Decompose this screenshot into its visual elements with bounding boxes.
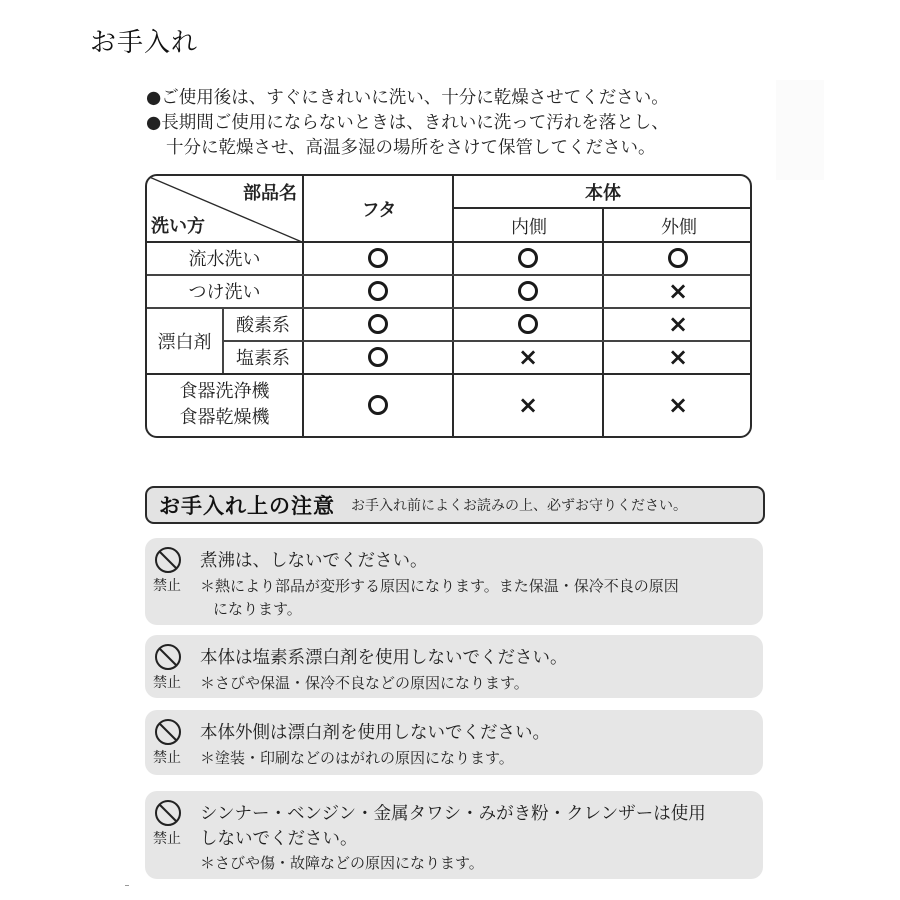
header-wash-method: 洗い方 bbox=[151, 216, 205, 237]
mark-cell bbox=[604, 275, 752, 307]
ok-mark-icon bbox=[368, 347, 388, 367]
row-label-dishwasher bbox=[147, 374, 302, 436]
dishwasher-label: 食器洗浄機 bbox=[179, 381, 270, 402]
ng-mark-icon: × bbox=[517, 343, 539, 371]
grid-line bbox=[452, 207, 752, 209]
washing-method-table bbox=[145, 174, 752, 438]
background-artifact bbox=[776, 80, 824, 180]
warning-no-abrasives bbox=[145, 791, 763, 879]
header-part-name: 部品名 bbox=[243, 183, 297, 204]
stray-mark bbox=[125, 885, 129, 886]
ok-mark-icon bbox=[668, 248, 688, 268]
ok-mark-icon bbox=[368, 248, 388, 268]
caution-subtitle: お手入れ前によくお読みの上、必ずお守りください。 bbox=[351, 498, 687, 514]
warning-main: 本体は塩素系漂白剤を使用しないでください。 bbox=[200, 648, 568, 668]
mark-cell bbox=[604, 341, 752, 373]
prohibited-label: 禁止 bbox=[153, 578, 181, 594]
prohibited-icon bbox=[153, 717, 183, 747]
ok-mark-icon bbox=[518, 281, 538, 301]
prohibited-label: 禁止 bbox=[153, 831, 181, 847]
prohibited-label: 禁止 bbox=[153, 675, 181, 691]
mark-cell bbox=[454, 242, 602, 274]
mark-cell bbox=[304, 374, 452, 436]
warning-no-bleach-outer bbox=[145, 710, 763, 775]
mark-cell bbox=[304, 341, 452, 373]
warning-no-chlorine-bleach bbox=[145, 635, 763, 698]
note-after-use: ●ご使用後は、すぐにきれいに洗い、十分に乾燥させてください。 bbox=[146, 88, 669, 108]
ng-mark-icon: × bbox=[517, 391, 539, 419]
ng-mark-icon: × bbox=[667, 343, 689, 371]
row-label-oxygen: 酸素系 bbox=[236, 315, 290, 336]
warning-sub: ＊さびや保温・保冷不良などの原因になります。 bbox=[200, 674, 529, 692]
mark-cell bbox=[304, 242, 452, 274]
warning-main: 煮沸は、しないでください。 bbox=[200, 551, 428, 571]
prohibited-icon bbox=[153, 798, 183, 828]
ng-mark-icon: × bbox=[667, 277, 689, 305]
warning-sub: ＊さびや傷・故障などの原因になります。 bbox=[200, 854, 484, 872]
ng-mark-icon: × bbox=[667, 391, 689, 419]
row-label-soak-wash: つけ洗い bbox=[188, 282, 261, 303]
ng-mark-icon: × bbox=[667, 310, 689, 338]
ok-mark-icon bbox=[368, 281, 388, 301]
mark-cell bbox=[604, 374, 752, 436]
prohibited-icon bbox=[153, 642, 183, 672]
mark-cell bbox=[604, 308, 752, 340]
warning-no-boiling bbox=[145, 538, 763, 625]
caution-title: お手入れ上の注意 bbox=[159, 494, 335, 518]
header-lid: フタ bbox=[361, 200, 397, 221]
warning-main: シンナー・ベンジン・金属タワシ・みがき粉・クレンザーは使用 bbox=[200, 804, 706, 824]
warning-main: 本体外側は漂白剤を使用しないでください。 bbox=[200, 723, 550, 743]
warning-sub: ＊塗装・印刷などのはがれの原因になります。 bbox=[200, 749, 514, 767]
warning-sub: ＊熱により部品が変形する原因になります。また保温・保冷不良の原因 bbox=[200, 577, 679, 595]
note-long-storage-cont: 十分に乾燥させ、高温多湿の場所をさけて保管してください。 bbox=[166, 138, 656, 158]
note-long-storage: ●長期間ご使用にならないときは、きれいに洗って汚れを落とし、 bbox=[146, 113, 669, 133]
mark-cell bbox=[454, 308, 602, 340]
header-body: 本体 bbox=[585, 183, 621, 204]
header-body-inner: 内側 bbox=[511, 216, 547, 238]
mark-cell bbox=[454, 275, 602, 307]
page-title: お手入れ bbox=[90, 28, 199, 58]
ok-mark-icon bbox=[368, 395, 388, 415]
warning-sub-cont: になります。 bbox=[213, 600, 302, 618]
caution-header bbox=[145, 486, 765, 524]
mark-cell bbox=[304, 308, 452, 340]
mark-cell bbox=[454, 374, 602, 436]
header-body-outer: 外側 bbox=[661, 216, 697, 238]
mark-cell bbox=[604, 242, 752, 274]
row-label-running-water: 流水洗い bbox=[188, 249, 261, 270]
warning-main-cont: しないでください。 bbox=[200, 829, 358, 849]
ok-mark-icon bbox=[518, 248, 538, 268]
mark-cell bbox=[304, 275, 452, 307]
row-group-bleach: 漂白剤 bbox=[157, 331, 212, 353]
prohibited-label: 禁止 bbox=[153, 750, 181, 766]
ok-mark-icon bbox=[368, 314, 388, 334]
dish-dryer-label: 食器乾燥機 bbox=[179, 407, 270, 428]
care-notes bbox=[146, 86, 669, 161]
mark-cell bbox=[454, 341, 602, 373]
prohibited-icon bbox=[153, 545, 183, 575]
ok-mark-icon bbox=[518, 314, 538, 334]
row-label-chlorine: 塩素系 bbox=[236, 348, 290, 369]
